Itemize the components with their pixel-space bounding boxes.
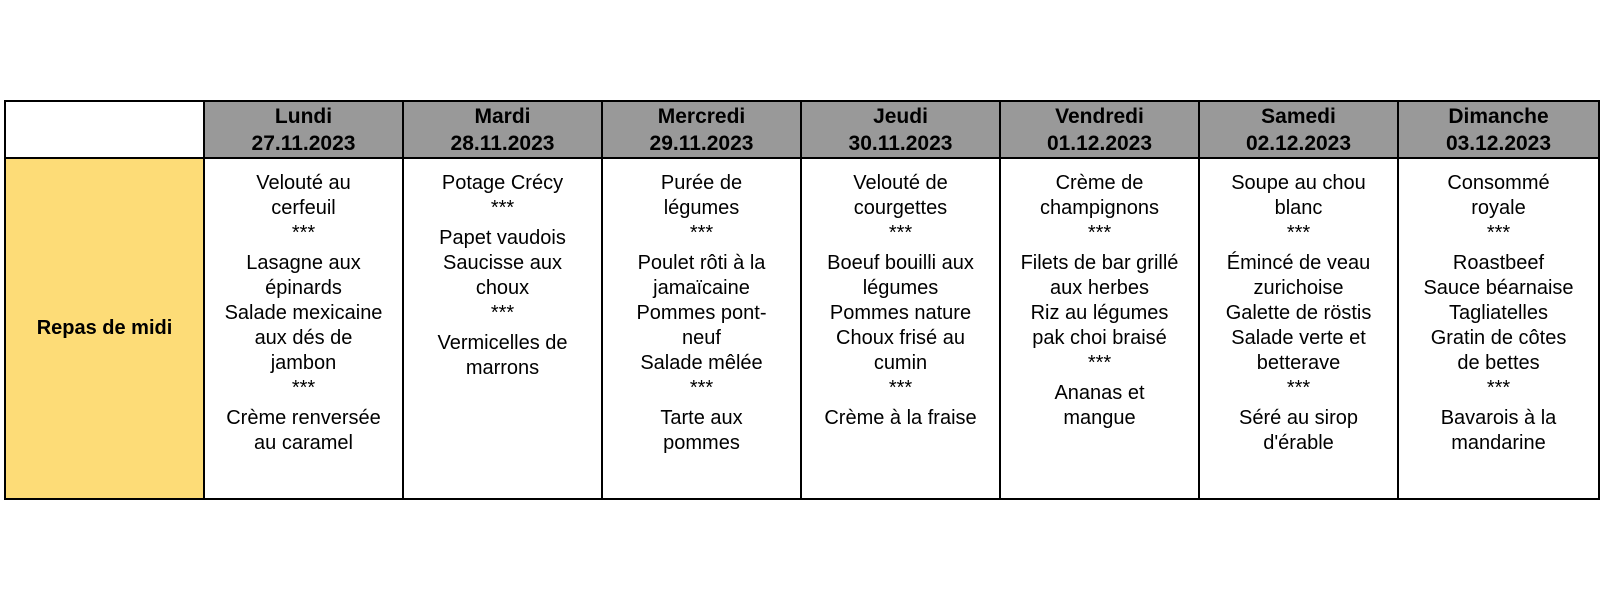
dish-line: cerfeuil xyxy=(271,197,336,219)
dish-line: Velouté au xyxy=(256,172,351,194)
dish-line: Ananas et xyxy=(1054,382,1145,404)
dish-line: courgettes xyxy=(853,197,948,219)
dish-line: royale xyxy=(1471,197,1526,219)
menu-dish xyxy=(443,251,562,301)
dish-line: légumes xyxy=(862,277,939,299)
dish-line: Crème renversée xyxy=(226,407,381,429)
menu-dish xyxy=(1441,406,1557,456)
dish-line: Roastbeef xyxy=(1452,252,1545,274)
day-header-0 xyxy=(205,102,404,159)
day-menu-cell-0 xyxy=(205,159,404,498)
dish-line: Soupe au chou xyxy=(1231,172,1366,194)
course-separator: *** xyxy=(1286,377,1311,399)
menu-dish xyxy=(827,251,974,301)
day-menu-cell-6 xyxy=(1399,159,1598,498)
menu-dish xyxy=(1423,276,1573,301)
day-menu-cell-2 xyxy=(603,159,802,498)
dish-line: Poulet rôti à la xyxy=(637,252,766,274)
menu-dish xyxy=(442,171,563,196)
dish-line: de bettes xyxy=(1457,352,1540,374)
course-separator: *** xyxy=(1486,222,1511,244)
dish-line: pak choi braisé xyxy=(1032,327,1167,349)
dish-line: Salade verte et xyxy=(1231,327,1366,349)
day-name: Jeudi xyxy=(873,104,928,128)
menu-dish xyxy=(636,301,766,351)
day-menu-cell-5 xyxy=(1200,159,1399,498)
dish-line: Tagliatelles xyxy=(1449,302,1548,324)
menu-dish xyxy=(1239,406,1358,456)
day-name: Samedi xyxy=(1261,104,1336,128)
dish-line: Salade mêlée xyxy=(640,352,763,374)
weekly-menu-table xyxy=(4,100,1600,500)
dish-line: au caramel xyxy=(254,432,353,454)
menu-dish xyxy=(1226,301,1372,326)
dish-line: jamaïcaine xyxy=(653,277,750,299)
menu-dish xyxy=(1054,381,1144,431)
day-header-2 xyxy=(603,102,802,159)
dish-line: Crème à la fraise xyxy=(824,407,977,429)
meal-label-lunch xyxy=(6,159,205,498)
dish-line: Velouté de xyxy=(853,172,948,194)
menu-dish xyxy=(1431,326,1567,376)
menu-dish xyxy=(640,351,762,376)
dish-line: cumin xyxy=(873,352,928,374)
day-header-3 xyxy=(802,102,1001,159)
menu-dish xyxy=(1032,326,1167,351)
menu-dish xyxy=(1040,171,1159,221)
dish-line: Consommé xyxy=(1447,172,1550,194)
menu-dish xyxy=(246,251,361,301)
course-separator: *** xyxy=(689,222,714,244)
dish-line: Riz au légumes xyxy=(1030,302,1169,324)
dish-line: Sauce béarnaise xyxy=(1423,277,1574,299)
day-date: 30.11.2023 xyxy=(848,131,953,155)
dish-line: Filets de bar grillé xyxy=(1020,252,1179,274)
dish-line: légumes xyxy=(663,197,740,219)
menu-dish xyxy=(661,171,742,221)
course-separator: *** xyxy=(291,377,316,399)
menu-dish xyxy=(1031,301,1169,326)
dish-line: Papet vaudois xyxy=(439,227,566,249)
course-separator: *** xyxy=(291,222,316,244)
dish-line: jambon xyxy=(270,352,337,374)
dish-line: mangue xyxy=(1063,407,1136,429)
day-name: Mardi xyxy=(474,104,531,128)
dish-line: d'érable xyxy=(1263,432,1334,454)
dish-line: Crème de xyxy=(1055,172,1144,194)
dish-line: aux dés de xyxy=(254,327,353,349)
day-date: 28.11.2023 xyxy=(450,131,555,155)
dish-line: Purée de xyxy=(660,172,743,194)
menu-dish xyxy=(824,406,976,431)
dish-line: mandarine xyxy=(1451,432,1546,454)
day-name: Vendredi xyxy=(1055,104,1144,128)
dish-line: champignons xyxy=(1040,197,1159,219)
day-date: 02.12.2023 xyxy=(1245,131,1352,155)
course-separator: *** xyxy=(1286,222,1311,244)
course-separator: *** xyxy=(1087,222,1112,244)
day-date: 03.12.2023 xyxy=(1445,131,1552,155)
menu-dish xyxy=(439,226,566,251)
dish-line: Pommes pont- xyxy=(636,302,767,324)
day-menu-cell-3 xyxy=(802,159,1001,498)
dish-line: aux herbes xyxy=(1050,277,1149,299)
dish-line: marrons xyxy=(465,357,540,379)
day-menu-cell-4 xyxy=(1001,159,1200,498)
day-name: Dimanche xyxy=(1448,104,1549,128)
day-date: 27.11.2023 xyxy=(251,131,356,155)
menu-dish xyxy=(1453,251,1544,276)
dish-line: pommes xyxy=(663,432,740,454)
menu-dish xyxy=(1447,171,1549,221)
dish-line: Lasagne aux xyxy=(246,252,361,274)
dish-line: Tarte aux xyxy=(660,407,743,429)
dish-line: neuf xyxy=(682,327,721,349)
dish-line: choux xyxy=(475,277,530,299)
dish-line: Émincé de veau xyxy=(1226,252,1371,274)
menu-dish xyxy=(836,326,965,376)
course-separator: *** xyxy=(1486,377,1511,399)
menu-dish xyxy=(1231,326,1366,376)
dish-line: Saucisse aux xyxy=(443,252,562,274)
menu-dish xyxy=(437,331,567,381)
dish-line: Boeuf bouilli aux xyxy=(827,252,974,274)
day-header-5 xyxy=(1200,102,1399,159)
dish-line: Pommes nature xyxy=(829,302,972,324)
course-separator: *** xyxy=(888,222,913,244)
dish-line: Bavarois à la xyxy=(1440,407,1557,429)
menu-dish xyxy=(1449,301,1548,326)
day-date: 29.11.2023 xyxy=(649,131,754,155)
dish-line: épinards xyxy=(265,277,342,299)
day-name: Lundi xyxy=(274,104,333,128)
course-separator: *** xyxy=(888,377,913,399)
course-separator: *** xyxy=(689,377,714,399)
meal-label-text: Repas de midi xyxy=(36,317,173,339)
day-header-4 xyxy=(1001,102,1200,159)
day-menu-cell-1 xyxy=(404,159,603,498)
course-separator: *** xyxy=(1087,352,1112,374)
dish-line: Choux frisé au xyxy=(836,327,965,349)
menu-dish xyxy=(256,171,351,221)
menu-dish xyxy=(1021,251,1179,301)
menu-dish xyxy=(225,301,383,376)
menu-dish xyxy=(853,171,948,221)
day-header-1 xyxy=(404,102,603,159)
dish-line: Potage Crécy xyxy=(441,172,564,194)
menu-dish xyxy=(226,406,381,456)
dish-line: betterave xyxy=(1256,352,1341,374)
dish-line: blanc xyxy=(1274,197,1323,219)
dish-line: Gratin de côtes xyxy=(1430,327,1567,349)
dish-line: zurichoise xyxy=(1253,277,1344,299)
course-separator: *** xyxy=(490,197,515,219)
menu-dish xyxy=(1231,171,1366,221)
menu-dish xyxy=(660,406,742,456)
header-corner-cell xyxy=(6,102,205,159)
dish-line: Séré au sirop xyxy=(1239,407,1358,429)
day-header-6 xyxy=(1399,102,1598,159)
menu-dish xyxy=(638,251,766,301)
day-name: Mercredi xyxy=(657,104,746,128)
menu-dish xyxy=(830,301,971,326)
dish-line: Vermicelles de xyxy=(437,332,568,354)
dish-line: Salade mexicaine xyxy=(224,302,383,324)
day-date: 01.12.2023 xyxy=(1046,131,1153,155)
course-separator: *** xyxy=(490,302,515,324)
dish-line: Galette de röstis xyxy=(1225,302,1372,324)
menu-dish xyxy=(1227,251,1370,301)
